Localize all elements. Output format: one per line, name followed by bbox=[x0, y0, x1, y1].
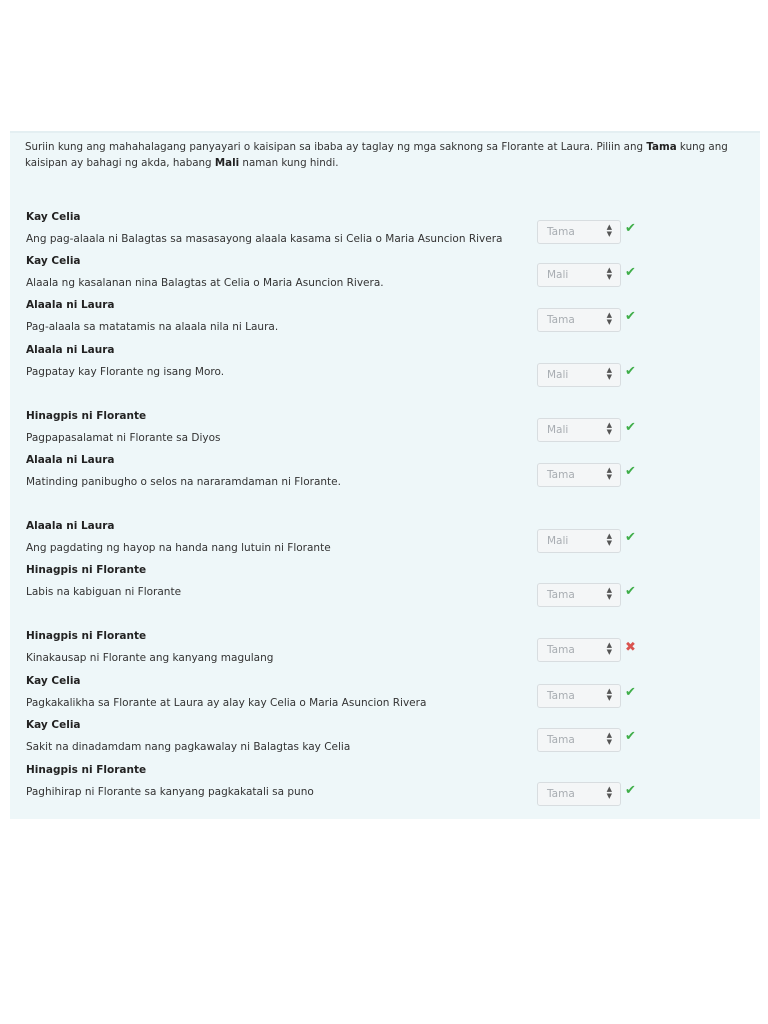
up-down-arrows-icon: ▲ ▼ bbox=[606, 687, 612, 702]
answer-select-value: Tama bbox=[547, 690, 575, 702]
instructions-text: kung ang kaisipan ay bahagi ng akda, habang bbox=[25, 141, 728, 169]
question-statement: Ang pag-alaala ni Balagtas sa masasayong alaala kasama si Celia o Maria Asuncion Rivera bbox=[26, 233, 503, 245]
instructions bbox=[25, 139, 755, 171]
answer-select[interactable] bbox=[537, 529, 621, 553]
check-icon: ✔ bbox=[625, 221, 636, 236]
question-statement: Pag-alaala sa matatamis na alaala nila ni Laura. bbox=[26, 321, 279, 333]
check-icon: ✔ bbox=[625, 309, 636, 324]
question-statement: Sakit na dinadamdam nang pagkawalay ni Balagtas kay Celia bbox=[26, 741, 351, 753]
check-icon: ✔ bbox=[625, 464, 636, 479]
answer-select-value: Tama bbox=[547, 589, 575, 601]
question-statement: Pagpapasalamat ni Florante sa Diyos bbox=[26, 432, 221, 444]
question-statement: Paghihirap ni Florante sa kanyang pagkakatali sa puno bbox=[26, 786, 314, 798]
check-icon: ✔ bbox=[625, 685, 636, 700]
answer-select[interactable] bbox=[537, 463, 621, 487]
question-statement: Alaala ng kasalanan nina Balagtas at Celia o Maria Asuncion Rivera. bbox=[26, 277, 384, 289]
answer-select-value: Tama bbox=[547, 788, 575, 800]
answer-select[interactable] bbox=[537, 782, 621, 806]
answer-select-value: Tama bbox=[547, 644, 575, 656]
question-item bbox=[10, 564, 760, 604]
answer-select-value: Tama bbox=[547, 226, 575, 238]
check-icon: ✔ bbox=[625, 364, 636, 379]
question-item bbox=[10, 211, 760, 251]
question-item bbox=[10, 410, 760, 450]
answer-select-value: Tama bbox=[547, 734, 575, 746]
up-down-arrows-icon: ▲ ▼ bbox=[606, 223, 612, 238]
answer-select[interactable] bbox=[537, 728, 621, 752]
cross-icon: ✖ bbox=[625, 640, 636, 655]
question-statement: Kinakausap ni Florante ang kanyang magulang bbox=[26, 652, 274, 664]
answer-select[interactable] bbox=[537, 220, 621, 244]
answer-select[interactable] bbox=[537, 363, 621, 387]
answer-select[interactable] bbox=[537, 583, 621, 607]
question-heading: Hinagpis ni Florante bbox=[26, 564, 147, 576]
answer-select-value: Mali bbox=[547, 424, 569, 436]
up-down-arrows-icon: ▲ ▼ bbox=[606, 785, 612, 800]
question-heading: Alaala ni Laura bbox=[26, 520, 115, 532]
question-heading: Hinagpis ni Florante bbox=[26, 410, 147, 422]
answer-select[interactable] bbox=[537, 308, 621, 332]
answer-select[interactable] bbox=[537, 684, 621, 708]
question-heading: Kay Celia bbox=[26, 675, 81, 687]
answer-select-value: Mali bbox=[547, 535, 569, 547]
question-statement: Pagkakalikha sa Florante at Laura ay alay kay Celia o Maria Asuncion Rivera bbox=[26, 697, 427, 709]
up-down-arrows-icon: ▲ ▼ bbox=[606, 266, 612, 281]
up-down-arrows-icon: ▲ ▼ bbox=[606, 731, 612, 746]
question-heading: Hinagpis ni Florante bbox=[26, 630, 147, 642]
answer-select-value: Mali bbox=[547, 269, 569, 281]
question-item bbox=[10, 255, 760, 295]
up-down-arrows-icon: ▲ ▼ bbox=[606, 366, 612, 381]
question-heading: Kay Celia bbox=[26, 719, 81, 731]
question-item bbox=[10, 299, 760, 339]
up-down-arrows-icon: ▲ ▼ bbox=[606, 532, 612, 547]
instructions-text: Suriin kung ang mahahalagang panyayari o kaisipan sa ibaba ay taglay ng mga saknong sa Florante at Laura. Piliin ang bbox=[25, 141, 647, 153]
check-icon: ✔ bbox=[625, 265, 636, 280]
check-icon: ✔ bbox=[625, 530, 636, 545]
question-item bbox=[10, 675, 760, 715]
answer-select[interactable] bbox=[537, 638, 621, 662]
question-item bbox=[10, 630, 760, 670]
answer-select[interactable] bbox=[537, 418, 621, 442]
question-item bbox=[10, 520, 760, 560]
question-heading: Hinagpis ni Florante bbox=[26, 764, 147, 776]
answer-select-value: Tama bbox=[547, 314, 575, 326]
question-item bbox=[10, 454, 760, 494]
check-icon: ✔ bbox=[625, 729, 636, 744]
question-heading: Alaala ni Laura bbox=[26, 454, 115, 466]
check-icon: ✔ bbox=[625, 420, 636, 435]
question-item bbox=[10, 764, 760, 804]
check-icon: ✔ bbox=[625, 584, 636, 599]
question-heading: Alaala ni Laura bbox=[26, 299, 115, 311]
answer-select[interactable] bbox=[537, 263, 621, 287]
question-heading: Alaala ni Laura bbox=[26, 344, 115, 356]
question-heading: Kay Celia bbox=[26, 211, 81, 223]
up-down-arrows-icon: ▲ ▼ bbox=[606, 586, 612, 601]
question-statement: Labis na kabiguan ni Florante bbox=[26, 586, 182, 598]
answer-select-value: Mali bbox=[547, 369, 569, 381]
question-statement: Pagpatay kay Florante ng isang Moro. bbox=[26, 366, 225, 378]
question-statement: Matinding panibugho o selos na nararamdaman ni Florante. bbox=[26, 476, 341, 488]
instructions-text: naman kung hindi. bbox=[239, 157, 339, 169]
check-icon: ✔ bbox=[625, 783, 636, 798]
up-down-arrows-icon: ▲ ▼ bbox=[606, 641, 612, 656]
instructions-tama: Tama bbox=[646, 141, 677, 153]
instructions-mali: Mali bbox=[214, 157, 240, 169]
up-down-arrows-icon: ▲ ▼ bbox=[606, 421, 612, 436]
question-item bbox=[10, 344, 760, 384]
up-down-arrows-icon: ▲ ▼ bbox=[606, 466, 612, 481]
answer-select-value: Tama bbox=[547, 469, 575, 481]
question-item bbox=[10, 719, 760, 759]
question-statement: Ang pagdating ng hayop na handa nang lutuin ni Florante bbox=[26, 542, 331, 554]
question-heading: Kay Celia bbox=[26, 255, 81, 267]
quiz-panel bbox=[10, 131, 760, 819]
up-down-arrows-icon: ▲ ▼ bbox=[606, 311, 612, 326]
